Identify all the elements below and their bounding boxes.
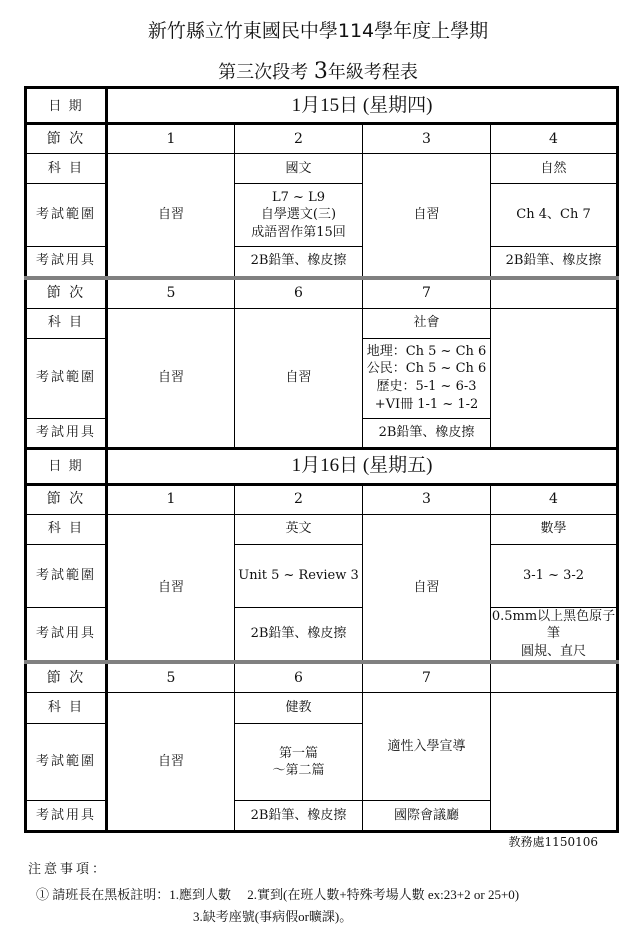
period-number: 6 bbox=[235, 662, 363, 693]
period-number: 4 bbox=[491, 124, 618, 154]
subject-cell: 社會 bbox=[363, 308, 491, 338]
scope-cell bbox=[363, 338, 491, 418]
date-value: 1月15日 (星期四) bbox=[107, 88, 618, 124]
label-date: 日 期 bbox=[26, 88, 107, 124]
period-number: 7 bbox=[363, 662, 491, 693]
period-number: 2 bbox=[235, 124, 363, 154]
scope-line: 第一篇 bbox=[278, 745, 318, 761]
subject-cell: 國文 bbox=[235, 154, 363, 184]
note-line: ① 請班長在黑板註明：1.應到人數 2.實到(在班人數+特殊考場人數 ex:23+2 or 25+0) bbox=[36, 887, 520, 902]
label-tools: 考試用具 bbox=[26, 607, 107, 662]
period-number: 1 bbox=[107, 484, 235, 514]
period-number: 4 bbox=[491, 484, 618, 514]
subject-row bbox=[26, 514, 618, 544]
scope-cell bbox=[235, 724, 363, 801]
period-number: 2 bbox=[235, 484, 363, 514]
tools-cell: 2B鉛筆、橡皮擦 bbox=[363, 418, 491, 448]
period-number: 5 bbox=[107, 278, 235, 309]
note-line: 3.缺考座號(事病假or曠課)。 bbox=[193, 909, 353, 924]
exam-schedule-table bbox=[24, 86, 619, 833]
self-study-cell: 自習 bbox=[235, 308, 363, 448]
label-scope: 考試範圍 bbox=[26, 544, 107, 607]
scope-line: 地理：Ch 5 ~ Ch 6 bbox=[366, 343, 487, 359]
subject-cell: 健教 bbox=[235, 693, 363, 724]
tools-line: 圓規、直尺 bbox=[521, 643, 587, 659]
subject-row bbox=[26, 693, 618, 724]
subject-row bbox=[26, 308, 618, 338]
tools-cell: 2B鉛筆、橡皮擦 bbox=[235, 801, 363, 832]
label-tools: 考試用具 bbox=[26, 801, 107, 832]
label-scope: 考試範圍 bbox=[26, 338, 107, 418]
date-row bbox=[26, 88, 618, 124]
label-date: 日 期 bbox=[26, 448, 107, 484]
notes-heading: 注意事項： bbox=[28, 862, 109, 877]
scope-cell bbox=[235, 184, 363, 247]
period-number: 5 bbox=[107, 662, 235, 693]
label-period: 節 次 bbox=[26, 662, 107, 693]
label-scope: 考試範圍 bbox=[26, 184, 107, 247]
subject-cell: 自然 bbox=[491, 154, 618, 184]
scope-cell: Ch 4、Ch 7 bbox=[491, 184, 618, 247]
period-row bbox=[26, 278, 618, 309]
self-study-cell: 自習 bbox=[363, 514, 491, 662]
subtitle-suffix: 年級考程表 bbox=[327, 62, 418, 83]
subject-cell: 數學 bbox=[491, 514, 618, 544]
label-scope: 考試範圍 bbox=[26, 724, 107, 801]
label-subject: 科 目 bbox=[26, 308, 107, 338]
subtitle-grade: 3 bbox=[313, 59, 328, 84]
label-period: 節 次 bbox=[26, 278, 107, 309]
period-row bbox=[26, 662, 618, 693]
label-period: 節 次 bbox=[26, 484, 107, 514]
tools-line: 0.5mm以上黑色原子筆 bbox=[491, 608, 616, 642]
scope-cell: Unit 5 ~ Review 3 bbox=[235, 544, 363, 607]
subtitle-prefix: 第三次段考 bbox=[218, 62, 309, 83]
venue-cell: 國際會議廳 bbox=[363, 801, 491, 832]
date-value: 1月16日 (星期五) bbox=[107, 448, 618, 484]
tools-cell: 2B鉛筆、橡皮擦 bbox=[235, 247, 363, 278]
label-period: 節 次 bbox=[26, 124, 107, 154]
period-number: 1 bbox=[107, 124, 235, 154]
tools-cell: 2B鉛筆、橡皮擦 bbox=[235, 607, 363, 662]
subject-row bbox=[26, 154, 618, 184]
label-tools: 考試用具 bbox=[26, 247, 107, 278]
scope-line: 歷史：5-1 ~ 6-3 bbox=[376, 379, 477, 394]
empty-cell bbox=[491, 662, 618, 693]
period-number: 3 bbox=[363, 484, 491, 514]
period-number: 6 bbox=[235, 278, 363, 309]
subject-cell: 英文 bbox=[235, 514, 363, 544]
period-row bbox=[26, 124, 618, 154]
period-number: 3 bbox=[363, 124, 491, 154]
period-row bbox=[26, 484, 618, 514]
self-study-cell: 自習 bbox=[107, 154, 235, 278]
tools-cell bbox=[491, 607, 618, 662]
scope-line: L7 ~ L9 bbox=[272, 189, 325, 205]
guidance-session-cell: 適性入學宣導 bbox=[363, 693, 491, 801]
self-study-cell: 自習 bbox=[107, 514, 235, 662]
empty-cell bbox=[491, 278, 618, 309]
self-study-cell: 自習 bbox=[363, 154, 491, 278]
empty-cell bbox=[491, 308, 618, 448]
label-tools: 考試用具 bbox=[26, 418, 107, 448]
scope-line: 公民：Ch 5 ~ Ch 6 bbox=[366, 361, 487, 377]
self-study-cell: 自習 bbox=[107, 693, 235, 832]
self-study-cell: 自習 bbox=[107, 308, 235, 448]
scope-line: 自學選文(三) bbox=[260, 207, 337, 223]
label-subject: 科 目 bbox=[26, 693, 107, 724]
document-subtitle bbox=[0, 58, 636, 84]
tools-cell: 2B鉛筆、橡皮擦 bbox=[491, 247, 618, 278]
document-title: 新竹縣立竹東國民中學114學年度上學期 bbox=[147, 20, 489, 42]
date-row bbox=[26, 448, 618, 484]
scope-line: 成語習作第15回 bbox=[251, 224, 346, 240]
office-code: 教務處1150106 bbox=[508, 835, 598, 849]
period-number: 7 bbox=[363, 278, 491, 309]
empty-cell bbox=[491, 693, 618, 832]
label-subject: 科 目 bbox=[26, 154, 107, 184]
scope-cell: 3-1 ~ 3-2 bbox=[491, 544, 618, 607]
scope-line: ～第二篇 bbox=[272, 763, 325, 779]
scope-line: +VI冊 1-1 ~ 1-2 bbox=[374, 396, 479, 412]
label-subject: 科 目 bbox=[26, 514, 107, 544]
